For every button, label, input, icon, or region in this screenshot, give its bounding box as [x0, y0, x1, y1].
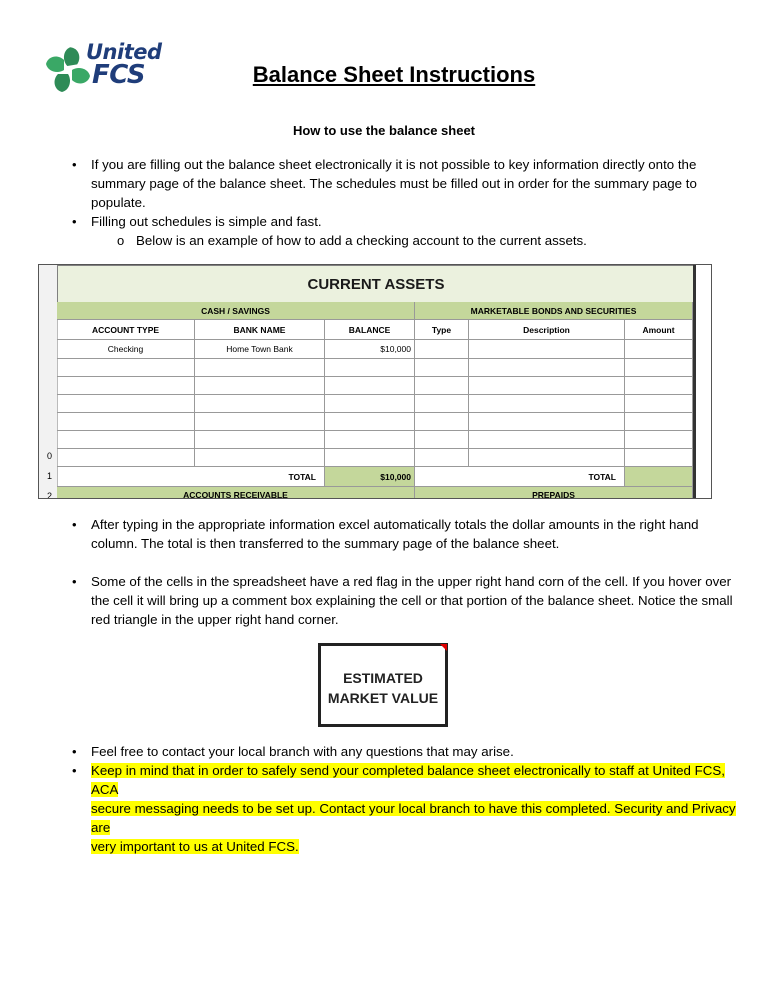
- bullet-paragraph: [91, 572, 751, 629]
- grid-cell: [195, 359, 325, 377]
- grid-cell: [625, 431, 693, 449]
- grid-cell: [195, 395, 325, 413]
- grid-cell: [325, 377, 415, 395]
- row-label: 0: [47, 451, 53, 461]
- estimated-market-value-example: [318, 643, 448, 727]
- grid-cell: [57, 377, 195, 395]
- highlighted-paragraph: [91, 761, 741, 856]
- grid-cell: [325, 413, 415, 431]
- grid-cell: [469, 413, 625, 431]
- bullet-paragraph: [91, 155, 731, 212]
- text-line: Filling out schedules is simple and fast.: [91, 214, 322, 229]
- grid-cell: [625, 359, 693, 377]
- grid-cell: [625, 377, 693, 395]
- grid-cell: [625, 449, 693, 467]
- estimated-label: [321, 668, 445, 708]
- grid-cell: [325, 395, 415, 413]
- grid-cell: [415, 413, 469, 431]
- col-header: Amount: [625, 320, 693, 340]
- sub-bullet-text: Below is an example of how to add a checking account to the current assets.: [136, 233, 587, 248]
- page-title: Balance Sheet Instructions: [252, 62, 536, 87]
- grid-cell: [57, 431, 195, 449]
- bullet-paragraph: [91, 212, 731, 231]
- bullet-icon: •: [72, 214, 77, 229]
- col-header: Description: [469, 320, 625, 340]
- section-header-prepaids: PREPAIDS: [415, 487, 693, 499]
- grid-cell: [195, 377, 325, 395]
- text-line: summary page of the balance sheet. The schedules must be filled out in order for the summary page to: [91, 176, 697, 191]
- sheet-title: CURRENT ASSETS: [307, 276, 445, 293]
- grid-cell: [625, 413, 693, 431]
- market-value-line: MARKET VALUE: [327, 690, 439, 706]
- spreadsheet-example: [38, 264, 712, 499]
- logo-text-united: United: [86, 40, 162, 64]
- grid-cell: [469, 395, 625, 413]
- grid-cell: [469, 449, 625, 467]
- grid-cell: [57, 395, 195, 413]
- col-header: BALANCE: [325, 320, 415, 340]
- text-line: Feel free to contact your local branch with any questions that may arise.: [91, 744, 514, 759]
- grid-cell: [325, 449, 415, 467]
- row-header-strip: [39, 265, 58, 498]
- cell-empty: [469, 340, 625, 359]
- col-header: ACCOUNT TYPE: [57, 320, 195, 340]
- bullet-icon: •: [72, 574, 77, 589]
- sub-bullet-icon: o: [117, 233, 125, 248]
- grid-cell: [57, 359, 195, 377]
- grid-cell: [195, 431, 325, 449]
- cell-empty: [415, 340, 469, 359]
- right-total-value: [625, 467, 693, 487]
- bullet-paragraph: [91, 742, 741, 761]
- grid-cell: [325, 359, 415, 377]
- grid-cell: [415, 377, 469, 395]
- section-header-bonds: MARKETABLE BONDS AND SECURITIES: [415, 302, 693, 320]
- cell-bank-name: Home Town Bank: [195, 340, 325, 359]
- grid-cell: [625, 395, 693, 413]
- text-line: populate.: [91, 195, 146, 210]
- total-label: TOTAL: [57, 467, 325, 487]
- section-header-cash: CASH / SAVINGS: [57, 302, 415, 320]
- text-line: Keep in mind that in order to safely send your completed balance sheet electronically to staff at United FCS, ACA: [91, 763, 725, 797]
- bullet-icon: •: [72, 763, 77, 778]
- grid-cell: [415, 449, 469, 467]
- text-line: Some of the cells in the spreadsheet have a red flag in the upper right hand corn of the cell. If you hover over: [91, 574, 732, 589]
- grid-cell: [57, 449, 195, 467]
- text-line: column. The total is then transferred to the summary page of the balance sheet.: [91, 536, 560, 551]
- bullet-icon: •: [72, 744, 77, 759]
- sheet-edge: [693, 265, 696, 498]
- grid-cell: [415, 431, 469, 449]
- logo-text-fcs: FCS: [92, 60, 146, 90]
- grid-cell: [325, 431, 415, 449]
- text-line: If you are filling out the balance sheet electronically it is not possible to key information directly onto the: [91, 157, 697, 172]
- grid-cell: [57, 413, 195, 431]
- estimated-line: ESTIMATED: [343, 670, 423, 686]
- col-header: BANK NAME: [195, 320, 325, 340]
- sheet-title-band: [57, 265, 695, 303]
- bullet-paragraph: [91, 515, 741, 553]
- right-total-label: TOTAL: [415, 467, 625, 487]
- row-label: 1: [47, 471, 53, 481]
- bullet-icon: •: [72, 517, 77, 532]
- grid-cell: [469, 431, 625, 449]
- grid-cell: [195, 449, 325, 467]
- cell-balance: $10,000: [325, 340, 415, 359]
- grid-cell: [195, 413, 325, 431]
- red-flag-triangle-icon: [440, 644, 447, 651]
- grid-cell: [469, 359, 625, 377]
- text-line: the cell it will bring up a comment box explaining the cell or that portion of the balance sheet. Notice the small: [91, 593, 733, 608]
- grid-cell: [415, 359, 469, 377]
- section-header-receivable: ACCOUNTS RECEIVABLE: [57, 487, 415, 499]
- col-header: Type: [415, 320, 469, 340]
- text-line: red triangle in the upper right hand corner.: [91, 612, 339, 627]
- grid-cell: [469, 377, 625, 395]
- text-line: very important to us at United FCS.: [91, 839, 299, 854]
- cell-empty: [625, 340, 693, 359]
- total-value: $10,000: [325, 467, 415, 487]
- cell-account-type: Checking: [57, 340, 195, 359]
- text-line: secure messaging needs to be set up. Contact your local branch to have this completed. Security and Privacy are: [91, 801, 736, 835]
- bullet-icon: •: [72, 157, 77, 172]
- text-line: After typing in the appropriate information excel automatically totals the dollar amounts in the right hand: [91, 517, 699, 532]
- row-label: 2: [47, 491, 53, 499]
- grid-cell: [415, 395, 469, 413]
- page-subtitle: How to use the balance sheet: [292, 123, 476, 138]
